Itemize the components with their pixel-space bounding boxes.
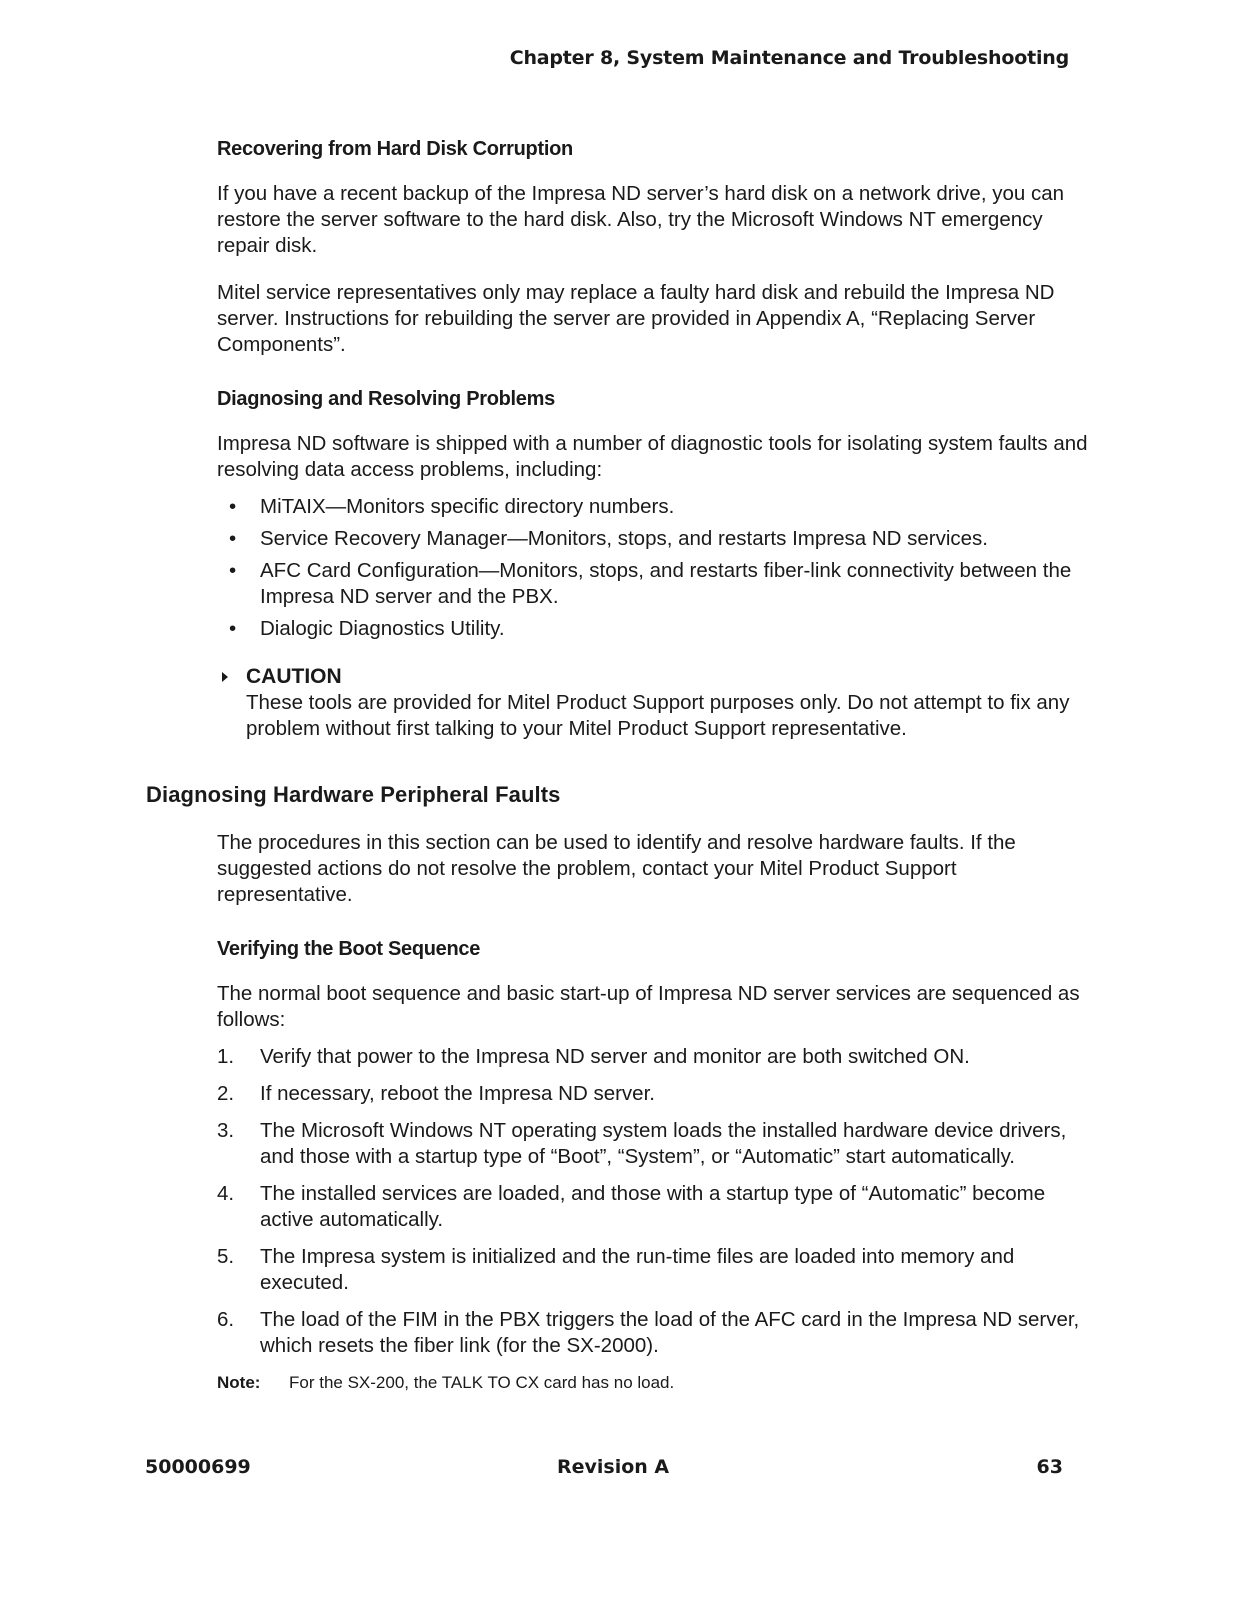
page-content	[146, 138, 1093, 1393]
boot-steps-list	[217, 1044, 1093, 1359]
step-text: Verify that power to the Impresa ND server and monitor are both switched ON.	[260, 1045, 970, 1068]
revision-label: Revision A	[557, 1456, 670, 1478]
step-text: The Microsoft Windows NT operating system loads the installed hardware device drivers, and those with a startup type of “Boot”, “System”, or “Automatic” start automatically.	[260, 1119, 1067, 1168]
step-number: 2.	[217, 1082, 235, 1105]
step-number: 6.	[217, 1308, 235, 1331]
list-item	[217, 1181, 1093, 1233]
heading-hardware-faults: Diagnosing Hardware Peripheral Faults	[146, 782, 561, 807]
note	[217, 1373, 1093, 1393]
step-number: 4.	[217, 1182, 235, 1205]
list-item-text: AFC Card Configuration—Monitors, stops, and restarts fiber-link connectivity between the Impresa ND server and the PBX.	[260, 559, 1072, 608]
page-number: 63	[1036, 1456, 1063, 1478]
step-number: 1.	[217, 1045, 235, 1068]
note-label: Note:	[217, 1373, 261, 1392]
heading-diagnosing-resolving: Diagnosing and Resolving Problems	[217, 388, 555, 410]
list-item	[217, 558, 1093, 610]
list-item	[217, 1307, 1093, 1359]
caution-box	[217, 664, 1093, 742]
list-item	[217, 1118, 1093, 1170]
paragraph: Impresa ND software is shipped with a number of diagnostic tools for isolating system faults and resolving data access problems, including:	[217, 432, 1088, 481]
list-item	[217, 494, 1093, 520]
paragraph: If you have a recent backup of the Impresa ND server’s hard disk on a network drive, you can restore the server software to the hard disk. Also, try the Microsoft Windows NT emergency repair disk.	[217, 182, 1065, 257]
bullet-marker: •	[229, 559, 237, 582]
list-item-text: MiTAIX—Monitors specific directory numbers.	[260, 495, 675, 518]
running-header: Chapter 8, System Maintenance and Troubleshooting	[509, 47, 1069, 69]
note-text: For the SX-200, the TALK TO CX card has no load.	[289, 1373, 675, 1392]
caution-title: CAUTION	[246, 665, 342, 688]
bullet-marker: •	[229, 617, 237, 640]
list-item	[217, 1081, 1093, 1107]
caution-text: These tools are provided for Mitel Product Support purposes only. Do not attempt to fix any problem without first talking to your Mitel Product Support representative.	[246, 691, 1070, 740]
diagnostic-tools-list	[217, 494, 1093, 642]
heading-hard-disk-corruption: Recovering from Hard Disk Corruption	[217, 138, 573, 160]
document-number: 50000699	[145, 1456, 251, 1478]
step-text: The load of the FIM in the PBX triggers the load of the AFC card in the Impresa ND server, which resets the fiber link (for the SX-2000).	[260, 1308, 1080, 1357]
paragraph: Mitel service representatives only may replace a faulty hard disk and rebuild the Impresa ND server. Instructions for rebuilding the server are provided in Appendix A, “Replacing Server Components”.	[217, 281, 1055, 356]
step-text: If necessary, reboot the Impresa ND server.	[260, 1082, 655, 1105]
bullet-marker: •	[229, 527, 237, 550]
step-text: The installed services are loaded, and those with a startup type of “Automatic” become active automatically.	[260, 1182, 1046, 1231]
list-item-text: Dialogic Diagnostics Utility.	[260, 617, 505, 640]
paragraph: The procedures in this section can be used to identify and resolve hardware faults. If the suggested actions do not resolve the problem, contact your Mitel Product Support representative.	[217, 831, 1016, 906]
heading-boot-sequence: Verifying the Boot Sequence	[217, 938, 481, 960]
list-item-text: Service Recovery Manager—Monitors, stops, and restarts Impresa ND services.	[260, 527, 989, 550]
step-text: The Impresa system is initialized and the run-time files are loaded into memory and executed.	[260, 1245, 1015, 1294]
step-number: 3.	[217, 1119, 235, 1142]
bullet-marker: •	[229, 495, 237, 518]
list-item	[217, 1044, 1093, 1070]
step-number: 5.	[217, 1245, 235, 1268]
list-item	[217, 526, 1093, 552]
list-item	[217, 1244, 1093, 1296]
caution-arrow-icon	[222, 672, 228, 682]
paragraph: The normal boot sequence and basic start-up of Impresa ND server services are sequenced as follows:	[217, 982, 1080, 1031]
list-item	[217, 616, 1093, 642]
page-footer	[145, 1456, 1063, 1480]
